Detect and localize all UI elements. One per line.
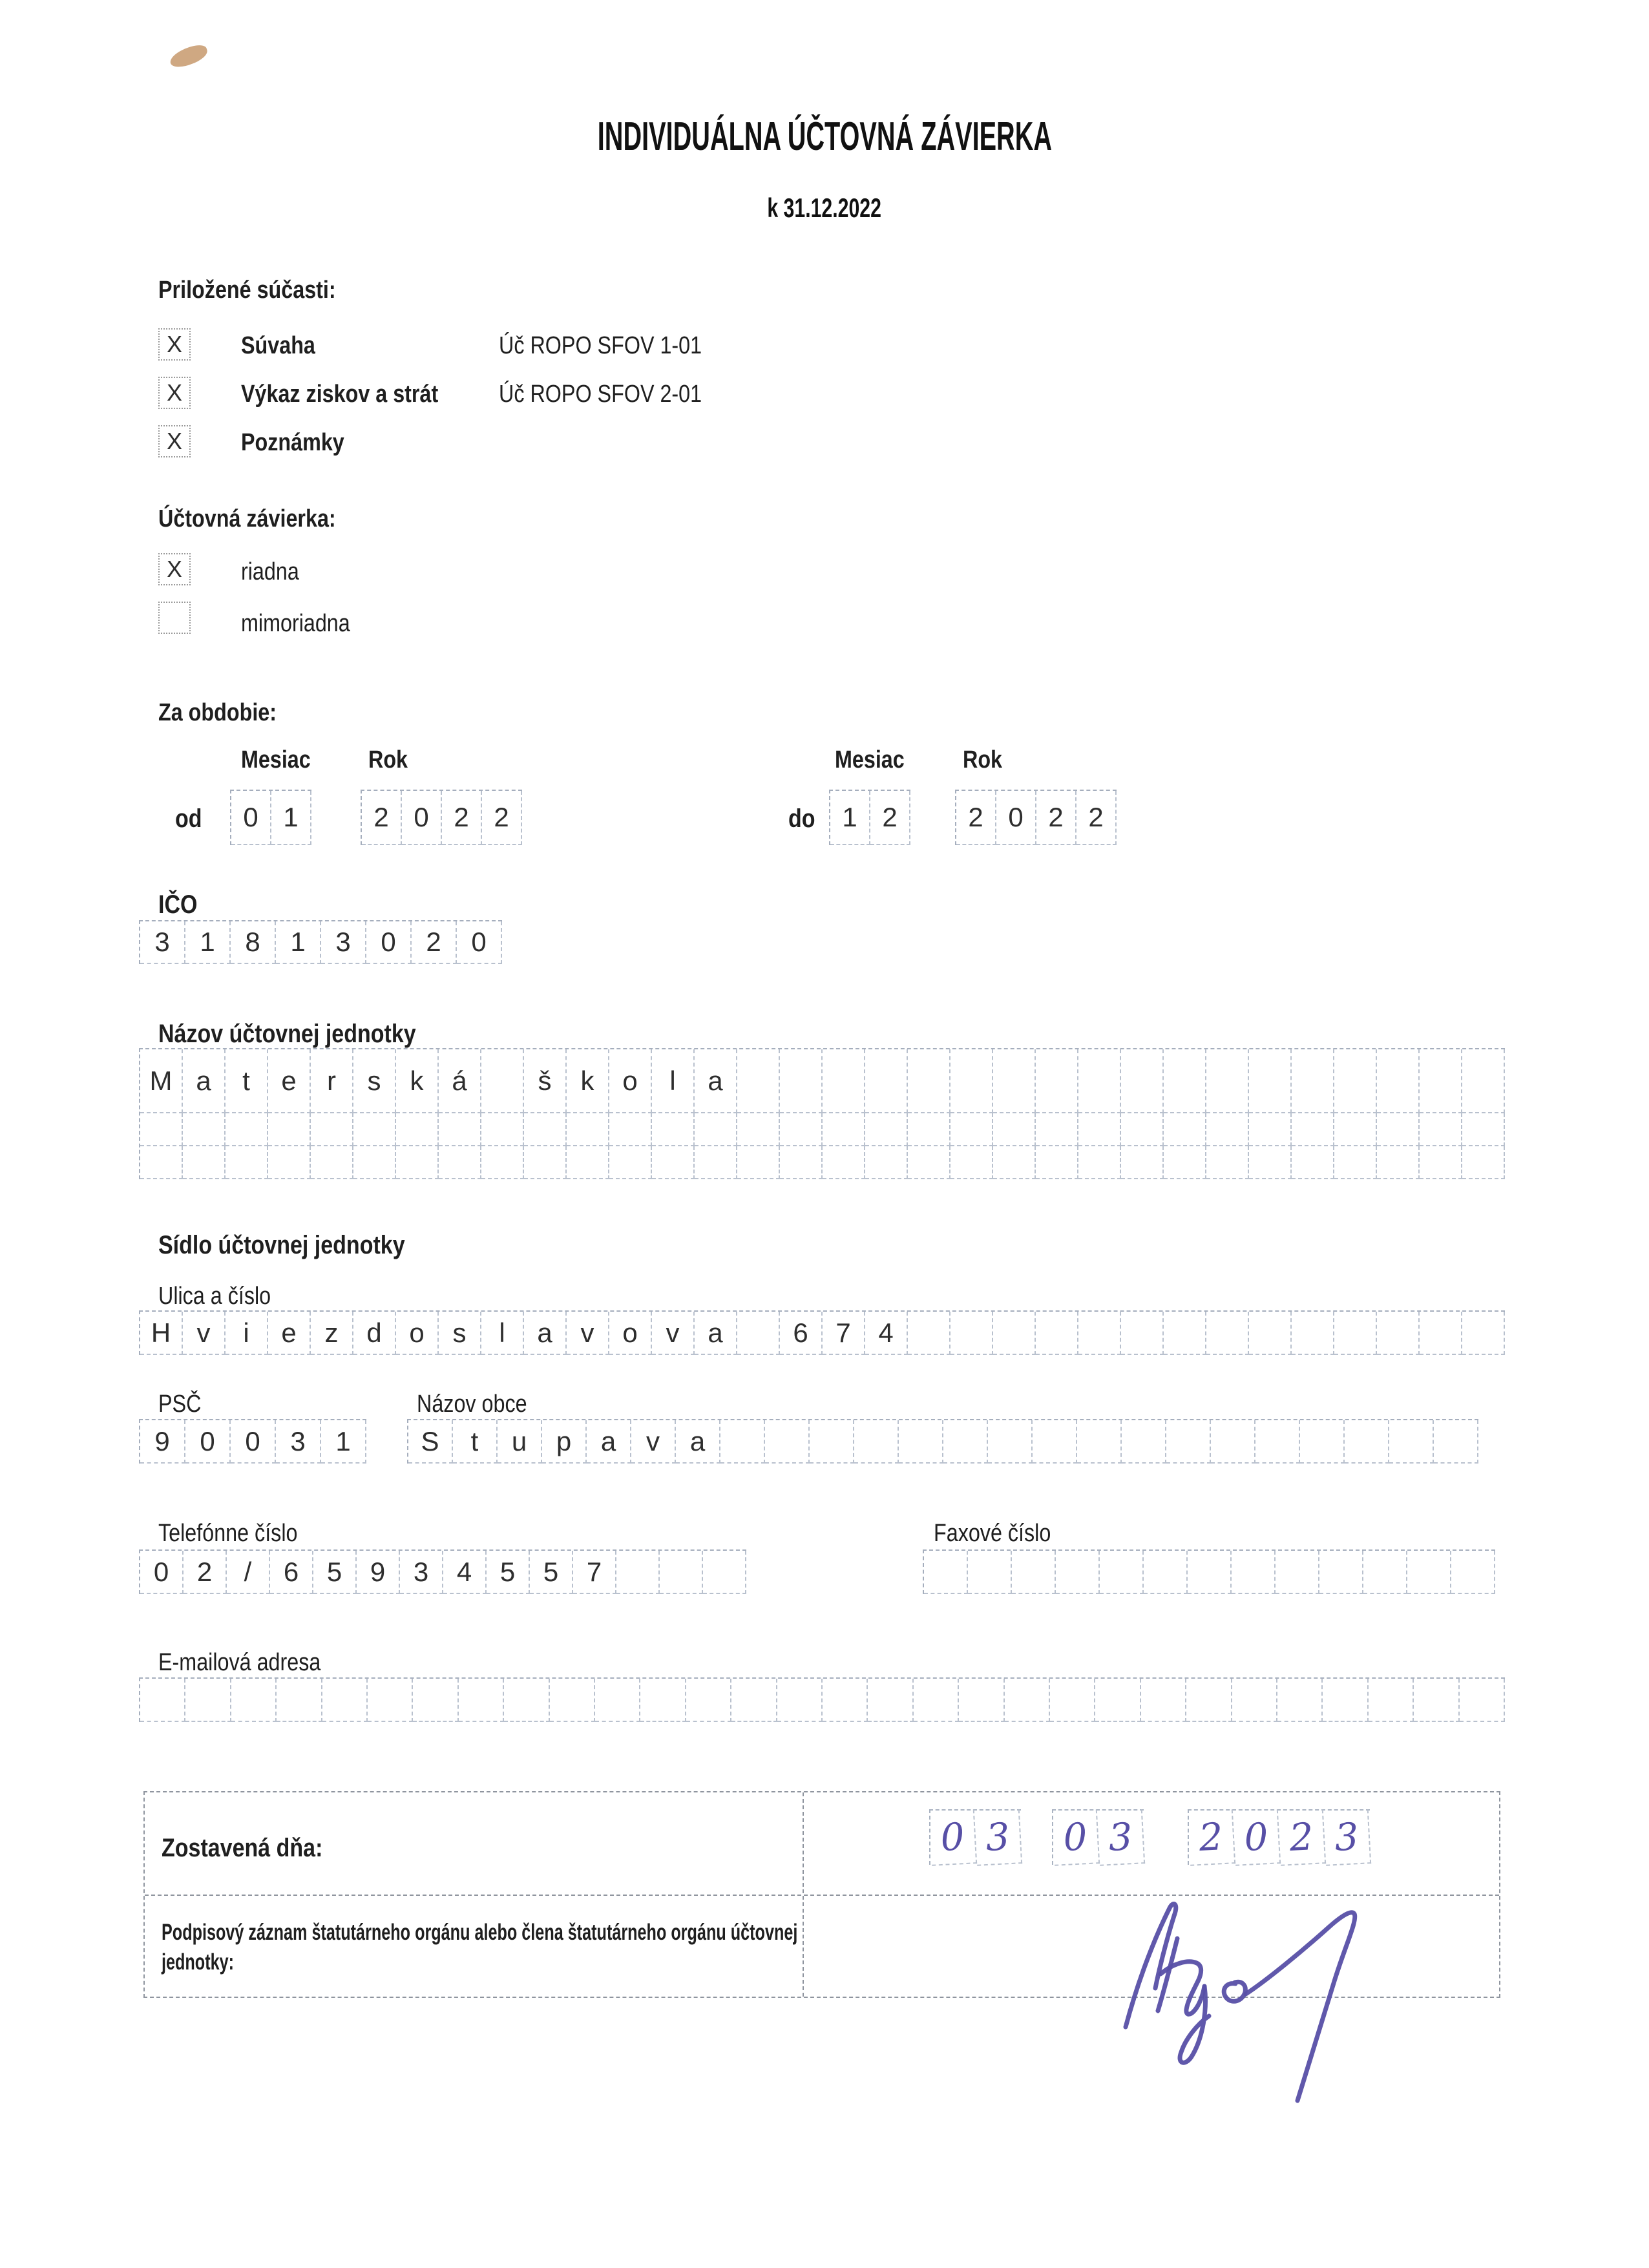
char-cell[interactable]: [1334, 1113, 1377, 1146]
period-from-month-label: Mesiac: [241, 746, 311, 773]
char-cell[interactable]: [1377, 1312, 1420, 1355]
fax-grid: [923, 1549, 1495, 1594]
psc-label: PSČ: [158, 1391, 202, 1418]
char-cell[interactable]: [311, 1113, 353, 1146]
char-cell[interactable]: [1078, 1049, 1121, 1113]
char-cell[interactable]: [899, 1420, 943, 1464]
char-cell[interactable]: [1277, 1679, 1323, 1722]
char-cell[interactable]: 2: [870, 791, 910, 845]
char-cell[interactable]: [993, 1146, 1036, 1179]
char-cell[interactable]: [951, 1113, 993, 1146]
char-cell[interactable]: [908, 1146, 951, 1179]
char-cell[interactable]: [1164, 1312, 1206, 1355]
char-cell[interactable]: [737, 1146, 780, 1179]
char-cell[interactable]: 0: [1052, 1809, 1100, 1866]
char-cell[interactable]: [268, 1113, 311, 1146]
char-cell[interactable]: 2: [482, 791, 522, 845]
char-cell[interactable]: [908, 1049, 951, 1113]
town-grid: [407, 1419, 1478, 1464]
char-cell[interactable]: o: [609, 1049, 652, 1113]
char-cell[interactable]: [140, 1679, 185, 1722]
char-cell[interactable]: t: [226, 1049, 268, 1113]
char-cell[interactable]: a: [183, 1049, 226, 1113]
char-cell[interactable]: [183, 1146, 226, 1179]
char-cell[interactable]: [865, 1113, 908, 1146]
char-cell[interactable]: [1414, 1679, 1459, 1722]
char-cell[interactable]: [1036, 1312, 1078, 1355]
char-cell[interactable]: [951, 1049, 993, 1113]
char-cell[interactable]: [1036, 1049, 1078, 1113]
compiled-date-month-grid: [1052, 1809, 1144, 1865]
period-to-month-grid: [829, 790, 910, 845]
char-cell[interactable]: [616, 1551, 660, 1594]
char-cell[interactable]: 2: [956, 791, 996, 845]
char-cell[interactable]: [652, 1113, 695, 1146]
char-cell[interactable]: [413, 1679, 458, 1722]
char-cell[interactable]: s: [439, 1312, 481, 1355]
email-label: E-mailová adresa: [158, 1649, 321, 1676]
char-cell[interactable]: [780, 1049, 823, 1113]
char-cell[interactable]: [924, 1551, 968, 1594]
entity-name-label: Názov účtovnej jednotky: [158, 1020, 416, 1048]
char-cell[interactable]: 0: [996, 791, 1036, 845]
char-cell[interactable]: [1369, 1679, 1414, 1722]
char-cell[interactable]: 2: [184, 1551, 227, 1594]
char-cell[interactable]: 5: [313, 1551, 357, 1594]
char-cell[interactable]: [868, 1679, 913, 1722]
char-cell[interactable]: [524, 1146, 567, 1179]
char-cell[interactable]: [1434, 1420, 1478, 1464]
char-cell[interactable]: [823, 1113, 865, 1146]
char-cell[interactable]: [731, 1679, 777, 1722]
char-cell[interactable]: [353, 1113, 396, 1146]
char-cell[interactable]: [368, 1679, 413, 1722]
char-cell[interactable]: [823, 1049, 865, 1113]
signature-statement-label: Podpisový záznam štatutárneho orgánu alebo člena štatutárneho orgánu účtovnej jednotky:: [162, 1920, 798, 1975]
char-cell[interactable]: o: [609, 1312, 652, 1355]
char-cell[interactable]: S: [408, 1420, 453, 1464]
char-cell[interactable]: [1319, 1551, 1363, 1594]
char-cell[interactable]: k: [396, 1049, 439, 1113]
char-cell[interactable]: 0: [1233, 1809, 1281, 1866]
compiled-date-year-grid: [1188, 1809, 1370, 1865]
char-cell[interactable]: [1460, 1679, 1505, 1722]
char-cell[interactable]: o: [396, 1312, 439, 1355]
char-cell[interactable]: [959, 1679, 1004, 1722]
char-cell[interactable]: d: [353, 1312, 396, 1355]
char-cell[interactable]: [183, 1113, 226, 1146]
char-cell[interactable]: [1292, 1312, 1334, 1355]
char-cell[interactable]: [865, 1049, 908, 1113]
period-heading: Za obdobie:: [158, 699, 277, 726]
char-cell[interactable]: [1164, 1049, 1206, 1113]
char-cell[interactable]: [1078, 1312, 1121, 1355]
char-cell[interactable]: [1334, 1049, 1377, 1113]
char-cell[interactable]: [140, 1113, 183, 1146]
char-cell[interactable]: [1462, 1312, 1505, 1355]
char-cell[interactable]: [993, 1049, 1036, 1113]
char-cell[interactable]: [396, 1146, 439, 1179]
char-cell[interactable]: [737, 1113, 780, 1146]
char-cell[interactable]: 4: [443, 1551, 487, 1594]
char-cell[interactable]: 3: [974, 1809, 1022, 1866]
period-to-year-label: Rok: [963, 746, 1003, 773]
char-cell[interactable]: 3: [321, 921, 366, 964]
char-cell[interactable]: [226, 1146, 268, 1179]
char-cell[interactable]: 1: [321, 1420, 366, 1464]
char-cell[interactable]: [854, 1420, 899, 1464]
checkbox-suvaha[interactable]: X: [158, 328, 191, 361]
char-cell[interactable]: [810, 1420, 854, 1464]
char-cell[interactable]: 3: [276, 1420, 321, 1464]
char-cell[interactable]: [1036, 1113, 1078, 1146]
char-cell[interactable]: 2: [412, 921, 457, 964]
char-cell[interactable]: 3: [400, 1551, 443, 1594]
char-cell[interactable]: [737, 1312, 780, 1355]
char-cell[interactable]: [1420, 1113, 1462, 1146]
char-cell[interactable]: [1141, 1679, 1186, 1722]
period-from-year-label: Rok: [368, 746, 408, 773]
char-cell[interactable]: a: [695, 1312, 737, 1355]
char-cell[interactable]: 0: [231, 791, 271, 845]
char-cell[interactable]: /: [227, 1551, 270, 1594]
char-cell[interactable]: u: [498, 1420, 542, 1464]
street-grid: [139, 1310, 1505, 1355]
char-cell[interactable]: [1164, 1146, 1206, 1179]
seat-heading: Sídlo účtovnej jednotky: [158, 1231, 405, 1259]
char-cell[interactable]: [459, 1679, 504, 1722]
char-cell[interactable]: 4: [865, 1312, 908, 1355]
char-cell[interactable]: [567, 1146, 609, 1179]
char-cell[interactable]: [1164, 1113, 1206, 1146]
char-cell[interactable]: e: [268, 1312, 311, 1355]
char-cell[interactable]: 6: [270, 1551, 313, 1594]
char-cell[interactable]: l: [481, 1312, 524, 1355]
char-cell[interactable]: 5: [530, 1551, 573, 1594]
char-cell[interactable]: [1462, 1113, 1505, 1146]
char-cell[interactable]: [737, 1049, 780, 1113]
char-cell[interactable]: [1249, 1312, 1292, 1355]
street-label: Ulica a číslo: [158, 1283, 271, 1310]
char-cell[interactable]: v: [183, 1312, 226, 1355]
char-cell[interactable]: 8: [231, 921, 276, 964]
char-cell[interactable]: [1050, 1679, 1095, 1722]
char-cell[interactable]: [1206, 1049, 1249, 1113]
char-cell[interactable]: [1211, 1420, 1255, 1464]
char-cell[interactable]: i: [226, 1312, 268, 1355]
char-cell[interactable]: 0: [929, 1809, 977, 1866]
phone-grid: [139, 1549, 746, 1594]
char-cell[interactable]: [1206, 1312, 1249, 1355]
char-cell[interactable]: 2: [1278, 1809, 1326, 1866]
char-cell[interactable]: z: [311, 1312, 353, 1355]
char-cell[interactable]: e: [268, 1049, 311, 1113]
char-cell[interactable]: 0: [402, 791, 442, 845]
char-cell[interactable]: [268, 1146, 311, 1179]
handwritten-signature: [1008, 1877, 1422, 2136]
char-cell[interactable]: [703, 1551, 746, 1594]
char-cell[interactable]: [1334, 1312, 1377, 1355]
char-cell[interactable]: p: [542, 1420, 587, 1464]
char-cell[interactable]: á: [439, 1049, 481, 1113]
char-cell[interactable]: [1249, 1146, 1292, 1179]
char-cell[interactable]: s: [353, 1049, 396, 1113]
char-cell[interactable]: 9: [357, 1551, 400, 1594]
char-cell[interactable]: 0: [231, 1420, 276, 1464]
char-cell[interactable]: [1292, 1146, 1334, 1179]
char-cell[interactable]: v: [567, 1312, 609, 1355]
char-cell[interactable]: [1420, 1049, 1462, 1113]
char-cell[interactable]: [1121, 1146, 1164, 1179]
char-cell[interactable]: [914, 1679, 959, 1722]
email-grid: [139, 1677, 1505, 1722]
attached-item-label-poznamky: Poznámky: [241, 429, 344, 456]
char-cell[interactable]: [396, 1113, 439, 1146]
char-cell[interactable]: 1: [276, 921, 321, 964]
compiled-date-label: Zostavená dňa:: [162, 1834, 323, 1862]
char-cell[interactable]: [550, 1679, 595, 1722]
char-cell[interactable]: 0: [185, 1420, 231, 1464]
char-cell[interactable]: [1188, 1551, 1232, 1594]
attached-item-code-vykaz: Úč ROPO SFOV 2-01: [499, 381, 702, 408]
char-cell[interactable]: [1206, 1113, 1249, 1146]
char-cell[interactable]: [1077, 1420, 1122, 1464]
closing-type-heading: Účtovná závierka:: [158, 505, 336, 532]
char-cell[interactable]: [1012, 1551, 1056, 1594]
char-cell[interactable]: [1451, 1551, 1495, 1594]
ico-grid: [139, 920, 502, 964]
char-cell[interactable]: [1166, 1420, 1211, 1464]
char-cell[interactable]: [567, 1113, 609, 1146]
period-from-month-grid: [230, 790, 311, 845]
checkbox-vykaz[interactable]: X: [158, 377, 191, 409]
char-cell[interactable]: 7: [573, 1551, 616, 1594]
entity-name-grid: [139, 1048, 1505, 1179]
char-cell[interactable]: [322, 1679, 368, 1722]
char-cell[interactable]: [1056, 1551, 1100, 1594]
char-cell[interactable]: [695, 1146, 737, 1179]
attached-item-label-suvaha: Súvaha: [241, 332, 315, 359]
char-cell[interactable]: [1005, 1679, 1050, 1722]
char-cell[interactable]: [993, 1113, 1036, 1146]
period-to-month-label: Mesiac: [835, 746, 905, 773]
char-cell[interactable]: [140, 1146, 183, 1179]
char-cell[interactable]: [1420, 1312, 1462, 1355]
char-cell[interactable]: [231, 1679, 277, 1722]
char-cell[interactable]: [1078, 1146, 1121, 1179]
period-from-label: od: [175, 804, 202, 833]
char-cell[interactable]: [780, 1146, 823, 1179]
char-cell[interactable]: [1323, 1679, 1368, 1722]
char-cell[interactable]: 2: [442, 791, 482, 845]
char-cell[interactable]: [988, 1420, 1033, 1464]
char-cell[interactable]: [1377, 1146, 1420, 1179]
char-cell[interactable]: v: [631, 1420, 676, 1464]
char-cell[interactable]: [943, 1420, 988, 1464]
char-cell[interactable]: [1377, 1113, 1420, 1146]
char-cell[interactable]: [1334, 1146, 1377, 1179]
char-cell[interactable]: a: [524, 1312, 567, 1355]
char-cell[interactable]: 0: [140, 1551, 184, 1594]
char-cell[interactable]: [1232, 1551, 1276, 1594]
char-cell[interactable]: 1: [830, 791, 870, 845]
phone-label: Telefónne číslo: [158, 1520, 298, 1547]
char-cell[interactable]: [439, 1113, 481, 1146]
char-cell[interactable]: 9: [140, 1420, 185, 1464]
char-cell[interactable]: t: [453, 1420, 498, 1464]
period-to-year-grid: [955, 790, 1117, 845]
char-cell[interactable]: 0: [366, 921, 412, 964]
char-cell[interactable]: 2: [1077, 791, 1117, 845]
char-cell[interactable]: [1276, 1551, 1319, 1594]
char-cell[interactable]: [1036, 1146, 1078, 1179]
char-cell[interactable]: [908, 1113, 951, 1146]
char-cell[interactable]: [695, 1113, 737, 1146]
char-cell[interactable]: [1407, 1551, 1451, 1594]
checkbox-poznamky[interactable]: X: [158, 425, 191, 457]
attached-item-label-vykaz: Výkaz ziskov a strát: [241, 381, 439, 408]
form-subtitle: k 31.12.2022: [767, 193, 882, 223]
compiled-date-day-grid: [929, 1809, 1021, 1865]
char-cell[interactable]: [439, 1146, 481, 1179]
char-cell[interactable]: [1121, 1312, 1164, 1355]
char-cell[interactable]: [1078, 1113, 1121, 1146]
char-cell[interactable]: 3: [1097, 1809, 1145, 1866]
char-cell[interactable]: [1389, 1420, 1434, 1464]
char-cell[interactable]: 1: [271, 791, 311, 845]
attached-parts-heading: Priložené súčasti:: [158, 277, 336, 304]
char-cell[interactable]: [823, 1679, 868, 1722]
char-cell[interactable]: [1255, 1420, 1300, 1464]
char-cell[interactable]: [1121, 1049, 1164, 1113]
char-cell[interactable]: [823, 1146, 865, 1179]
char-cell[interactable]: [481, 1146, 524, 1179]
char-cell[interactable]: 5: [487, 1551, 530, 1594]
char-cell[interactable]: 2: [1188, 1809, 1235, 1866]
char-cell[interactable]: [595, 1679, 640, 1722]
char-cell[interactable]: 7: [823, 1312, 865, 1355]
char-cell[interactable]: š: [524, 1049, 567, 1113]
psc-grid: [139, 1419, 366, 1464]
period-from-year-grid: [361, 790, 522, 845]
form-title: INDIVIDUÁLNA ÚČTOVNÁ ZÁVIERKA: [597, 114, 1052, 159]
char-cell[interactable]: [481, 1113, 524, 1146]
char-cell[interactable]: l: [652, 1049, 695, 1113]
char-cell[interactable]: [1292, 1113, 1334, 1146]
char-cell[interactable]: [1462, 1049, 1505, 1113]
char-cell[interactable]: 2: [1036, 791, 1077, 845]
char-cell[interactable]: [1100, 1551, 1144, 1594]
char-cell[interactable]: v: [652, 1312, 695, 1355]
char-cell[interactable]: a: [676, 1420, 720, 1464]
char-cell[interactable]: 1: [185, 921, 231, 964]
char-cell[interactable]: [993, 1312, 1036, 1355]
checkbox-riadna[interactable]: X: [158, 553, 191, 585]
char-cell[interactable]: [1095, 1679, 1140, 1722]
char-cell[interactable]: [660, 1551, 703, 1594]
char-cell[interactable]: [609, 1146, 652, 1179]
fax-label: Faxové číslo: [934, 1520, 1051, 1547]
char-cell[interactable]: [865, 1146, 908, 1179]
char-cell[interactable]: [1345, 1420, 1389, 1464]
closing-label-mimoriadna: mimoriadna: [241, 610, 350, 637]
char-cell[interactable]: [1462, 1146, 1505, 1179]
char-cell[interactable]: [1232, 1679, 1277, 1722]
char-cell[interactable]: [640, 1679, 686, 1722]
char-cell[interactable]: [1420, 1146, 1462, 1179]
char-cell[interactable]: [524, 1113, 567, 1146]
town-label: Názov obce: [417, 1391, 527, 1418]
char-cell[interactable]: [1292, 1049, 1334, 1113]
char-cell[interactable]: [609, 1113, 652, 1146]
ink-smudge: [167, 42, 209, 70]
char-cell[interactable]: k: [567, 1049, 609, 1113]
char-cell[interactable]: [951, 1146, 993, 1179]
char-cell[interactable]: [311, 1146, 353, 1179]
char-cell[interactable]: [504, 1679, 549, 1722]
char-cell[interactable]: [1249, 1113, 1292, 1146]
char-cell[interactable]: [277, 1679, 322, 1722]
char-cell[interactable]: [1363, 1551, 1407, 1594]
char-cell[interactable]: [908, 1312, 951, 1355]
period-to-label: do: [788, 804, 815, 833]
char-cell[interactable]: [1122, 1420, 1166, 1464]
char-cell[interactable]: [1144, 1551, 1188, 1594]
char-cell[interactable]: [765, 1420, 810, 1464]
char-cell[interactable]: [185, 1679, 231, 1722]
char-cell[interactable]: [777, 1679, 823, 1722]
attached-item-code-suvaha: Úč ROPO SFOV 1-01: [499, 332, 702, 359]
char-cell[interactable]: [951, 1312, 993, 1355]
char-cell[interactable]: 6: [780, 1312, 823, 1355]
char-cell[interactable]: [686, 1679, 731, 1722]
char-cell[interactable]: [1249, 1049, 1292, 1113]
closing-label-riadna: riadna: [241, 558, 299, 585]
char-cell[interactable]: [1377, 1049, 1420, 1113]
char-cell[interactable]: [1300, 1420, 1345, 1464]
char-cell[interactable]: H: [140, 1312, 183, 1355]
char-cell[interactable]: [353, 1146, 396, 1179]
char-cell[interactable]: [780, 1113, 823, 1146]
ico-label: IČO: [158, 890, 198, 919]
char-cell[interactable]: [1206, 1146, 1249, 1179]
char-cell[interactable]: 3: [1323, 1809, 1371, 1866]
char-cell[interactable]: M: [140, 1049, 183, 1113]
char-cell[interactable]: [720, 1420, 765, 1464]
char-cell[interactable]: r: [311, 1049, 353, 1113]
char-cell[interactable]: [968, 1551, 1012, 1594]
checkbox-mimoriadna[interactable]: [158, 602, 191, 634]
char-cell[interactable]: [652, 1146, 695, 1179]
char-cell[interactable]: [481, 1049, 524, 1113]
char-cell[interactable]: a: [695, 1049, 737, 1113]
char-cell[interactable]: [1186, 1679, 1232, 1722]
char-cell[interactable]: 3: [140, 921, 185, 964]
char-cell[interactable]: [226, 1113, 268, 1146]
char-cell[interactable]: 2: [362, 791, 402, 845]
char-cell[interactable]: 0: [457, 921, 502, 964]
char-cell[interactable]: [1121, 1113, 1164, 1146]
char-cell[interactable]: a: [587, 1420, 631, 1464]
char-cell[interactable]: [1033, 1420, 1077, 1464]
